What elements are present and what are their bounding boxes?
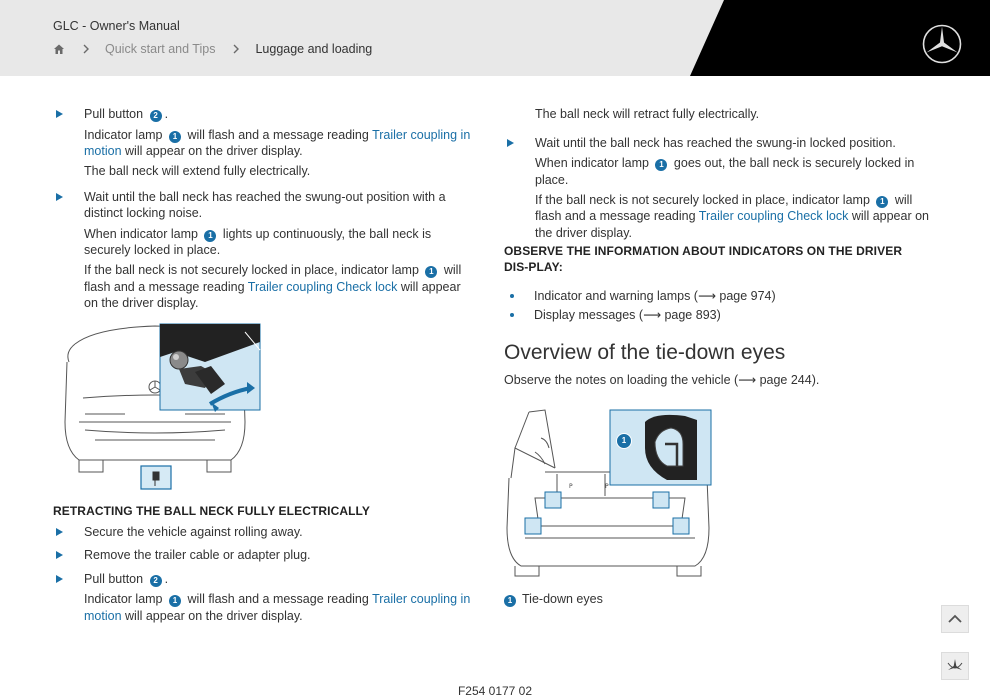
observe-notes[interactable]: Observe the notes on loading the vehicle (⟶ page 244). (504, 373, 820, 387)
step-remove-cable: Remove the trailer cable or adapter plug. (53, 547, 473, 564)
bullet-dot-icon (510, 313, 514, 317)
step-arrow-icon (56, 193, 63, 201)
step-arrow-icon (56, 110, 63, 118)
section-title: Overview of the tie-down eyes (504, 340, 786, 364)
breadcrumb (53, 42, 372, 56)
indicator-lamp-badge: 1 (425, 266, 437, 278)
tie-down-eyes-illustration (505, 408, 715, 580)
indicator-lamp-badge: 1 (655, 159, 667, 171)
home-icon[interactable] (53, 43, 65, 55)
step-arrow-icon (56, 551, 63, 559)
chevron-right-icon (80, 43, 92, 55)
figure-callout-badge: 1 (621, 436, 627, 445)
svg-text:P: P (605, 483, 609, 490)
chevron-up-icon (942, 606, 968, 632)
manual-title: GLC - Owner's Manual (53, 19, 180, 33)
mercedes-star-icon (942, 653, 968, 679)
chevron-right-icon (230, 43, 242, 55)
indicator-lamp-badge: 1 (169, 595, 181, 607)
paragraph: The ball neck will retract fully electrically. (535, 107, 760, 121)
step-secure-vehicle: Secure the vehicle against rolling away. (53, 524, 473, 541)
brand-button[interactable] (941, 652, 969, 680)
scroll-top-button[interactable] (941, 605, 969, 633)
message-link[interactable]: Trailer coupling in motion (84, 592, 471, 623)
bullet-dot-icon (510, 294, 514, 298)
header (0, 0, 990, 76)
step-wait-swung-in: Wait until the ball neck has reached the swung-in locked position. When indicator lamp 1 goes out, the ball neck is securely locked in place. If the ball neck is not securely locked in place, indicator lamp 1 will flash and a message reading Trailer coupling Check lock will appear on the driver display. (504, 135, 934, 242)
figure-code: F254 0177 02 (457, 684, 533, 698)
indicator-lamp-badge: 1 (169, 131, 181, 143)
left-column-lower (53, 503, 473, 628)
svg-text:P: P (569, 483, 573, 490)
step-arrow-icon (507, 139, 514, 147)
bullet-item: Indicator and warning lamps (⟶ page 974) (504, 288, 934, 305)
breadcrumb-section[interactable]: Quick start and Tips (105, 42, 216, 56)
button-2-badge: 2 (150, 575, 162, 587)
right-column (504, 106, 934, 389)
message-link[interactable]: Trailer coupling Check lock (698, 209, 849, 223)
indicator-lamp-badge: 1 (204, 230, 216, 242)
breadcrumb-current: Luggage and loading (255, 42, 373, 56)
step-pull-button-retract: Pull button 2 . Indicator lamp 1 will flash and a message reading Trailer coupling in motion will appear on the driver display. (53, 571, 473, 625)
left-column (53, 106, 473, 315)
figure-caption: 1 Tie-down eyes (504, 592, 603, 607)
step-arrow-icon (56, 575, 63, 583)
step-pull-button: Pull button 2 . Indicator lamp 1 will flash and a message reading Trailer coupling in motion will appear on the driver display. The ball neck will extend fully electrically. (53, 106, 473, 180)
mercedes-logo-icon[interactable] (921, 23, 963, 65)
step-wait-swung-out: Wait until the ball neck has reached the swung-out position with a distinct locking noise. When indicator lamp 1 lights up continuously, the ball neck is securely locked in place. If the ball neck is not securely locked in place, indicator lamp 1 will flash and a message reading Trailer coupling Check lock will appear on the driver display. (53, 189, 473, 312)
message-link[interactable]: Trailer coupling Check lock (247, 279, 398, 294)
button-2-badge: 2 (150, 110, 162, 122)
ball-neck-illustration (55, 322, 265, 492)
message-link[interactable]: Trailer coupling in motion (84, 127, 471, 158)
bullet-item: Display messages (⟶ page 893) (504, 307, 934, 324)
step-arrow-icon (56, 528, 63, 536)
retract-heading: RETRACTING THE BALL NECK FULLY ELECTRICALLY (53, 504, 370, 518)
paragraph: The ball neck will extend fully electrically. (84, 164, 311, 178)
observe-heading: OBSERVE THE INFORMATION ABOUT INDICATORS ON THE DRIVER DIS-PLAY: (504, 243, 903, 274)
tie-down-badge: 1 (504, 595, 516, 607)
indicator-lamp-badge: 1 (876, 196, 888, 208)
